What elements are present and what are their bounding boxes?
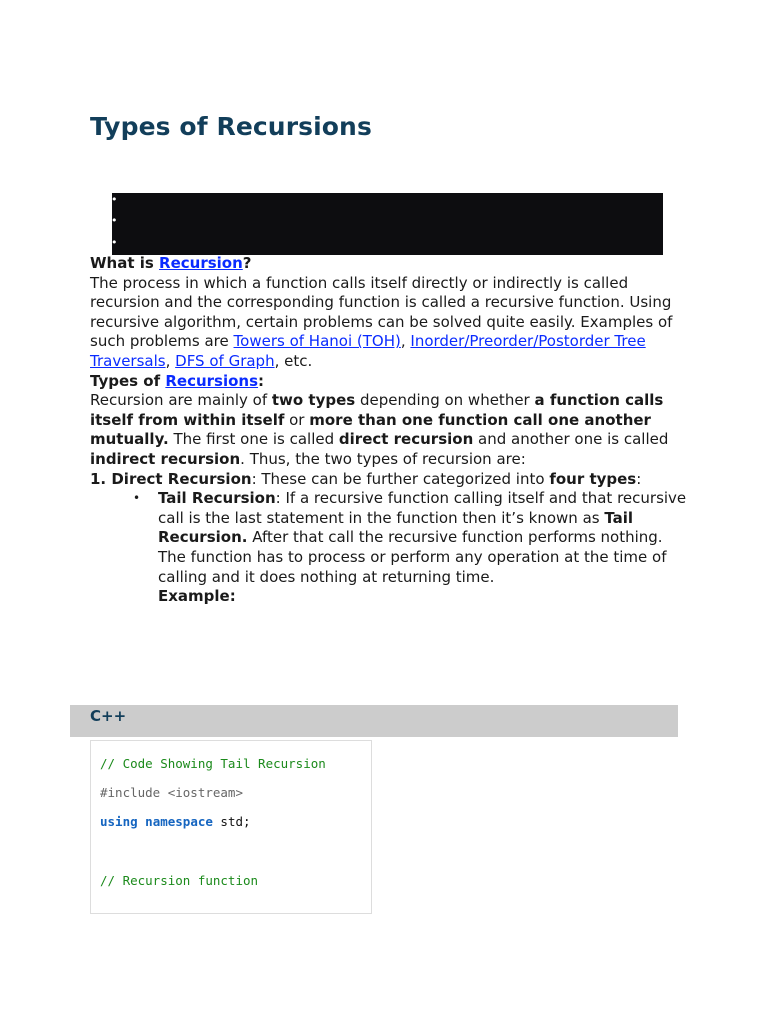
banner-bullet: • xyxy=(111,236,118,249)
text: and another one is called xyxy=(473,430,669,449)
separator: , xyxy=(165,351,176,370)
text: : xyxy=(636,469,642,488)
text: or xyxy=(284,410,310,429)
types-of-heading xyxy=(90,372,690,392)
recursion-link[interactable]: Recursion xyxy=(159,254,243,272)
towers-of-hanoi-link[interactable]: Towers of Hanoi (TOH) xyxy=(233,332,401,351)
keyword: namespace xyxy=(145,814,213,829)
bold-text: four types xyxy=(549,469,637,488)
types-paragraph xyxy=(90,391,690,469)
separator: , xyxy=(400,332,411,351)
page-title: Types of Recursions xyxy=(90,112,372,141)
types-of-suffix: : xyxy=(258,371,265,390)
code-text: std; xyxy=(212,814,251,829)
types-of-prefix: Types of xyxy=(90,371,166,390)
code-line xyxy=(100,814,251,829)
what-is-heading xyxy=(90,254,690,274)
intro-paragraph xyxy=(90,274,690,372)
recursions-link[interactable]: Recursions xyxy=(165,371,259,390)
dfs-of-graph-link[interactable]: DFS of Graph xyxy=(175,351,275,370)
text: : These can be further categorized into xyxy=(251,469,550,488)
code-block xyxy=(90,740,372,914)
bold-text: two types xyxy=(271,391,356,410)
redacted-banner xyxy=(112,193,663,255)
keyword: using xyxy=(100,814,138,829)
intro-text: The process in which a function calls itself directly or indirectly is called recursion and the corresponding function is called a recursive function. Using recursive algorithm, certain problems can be solved quite easily. Examples of such problems are xyxy=(90,273,673,351)
text: : If a recursive function calling itself and that recursive call is the last statement in the function then it’s known as xyxy=(158,489,687,527)
list-item xyxy=(90,489,690,607)
direct-recursion-paragraph xyxy=(90,470,690,490)
code-line: // Code Showing Tail Recursion xyxy=(100,756,326,771)
bold-text: a function calls itself from within itself xyxy=(90,391,664,429)
code-line: // Recursion function xyxy=(100,873,259,888)
code-language-tab[interactable] xyxy=(70,705,678,737)
bold-text: indirect recursion xyxy=(90,449,241,468)
bold-text: 1. Direct Recursion xyxy=(90,469,252,488)
bold-text: Tail Recursion. xyxy=(158,508,634,547)
bold-text: Tail Recursion xyxy=(158,489,276,508)
bold-text: more than one function call one another mutually. xyxy=(90,410,651,449)
article-body xyxy=(90,254,690,607)
recursion-types-list xyxy=(90,489,690,607)
tree-traversals-link[interactable]: Inorder/Preorder/Postorder Tree Traversals xyxy=(90,332,646,370)
bold-text: direct recursion xyxy=(338,430,474,449)
text: depending on whether xyxy=(355,391,535,410)
what-is-prefix: What is xyxy=(90,254,160,272)
bullet-dot: • xyxy=(133,491,141,506)
text: Recursion are mainly of xyxy=(90,391,272,410)
intro-text-end: , etc. xyxy=(274,351,313,370)
code-line: #include <iostream> xyxy=(100,785,243,800)
what-is-suffix: ? xyxy=(242,254,252,272)
text: . Thus, the two types of recursion are: xyxy=(240,449,526,468)
text: The first one is called xyxy=(168,430,339,449)
text: After that call the recursive function performs nothing. The function has to process or perform any operation at the time of calling and it does nothing at returning time. xyxy=(158,528,667,586)
language-label: C++ xyxy=(90,707,127,725)
example-label: Example: xyxy=(158,587,236,606)
banner-bullet: • xyxy=(111,193,118,206)
banner-bullet: • xyxy=(111,214,118,227)
